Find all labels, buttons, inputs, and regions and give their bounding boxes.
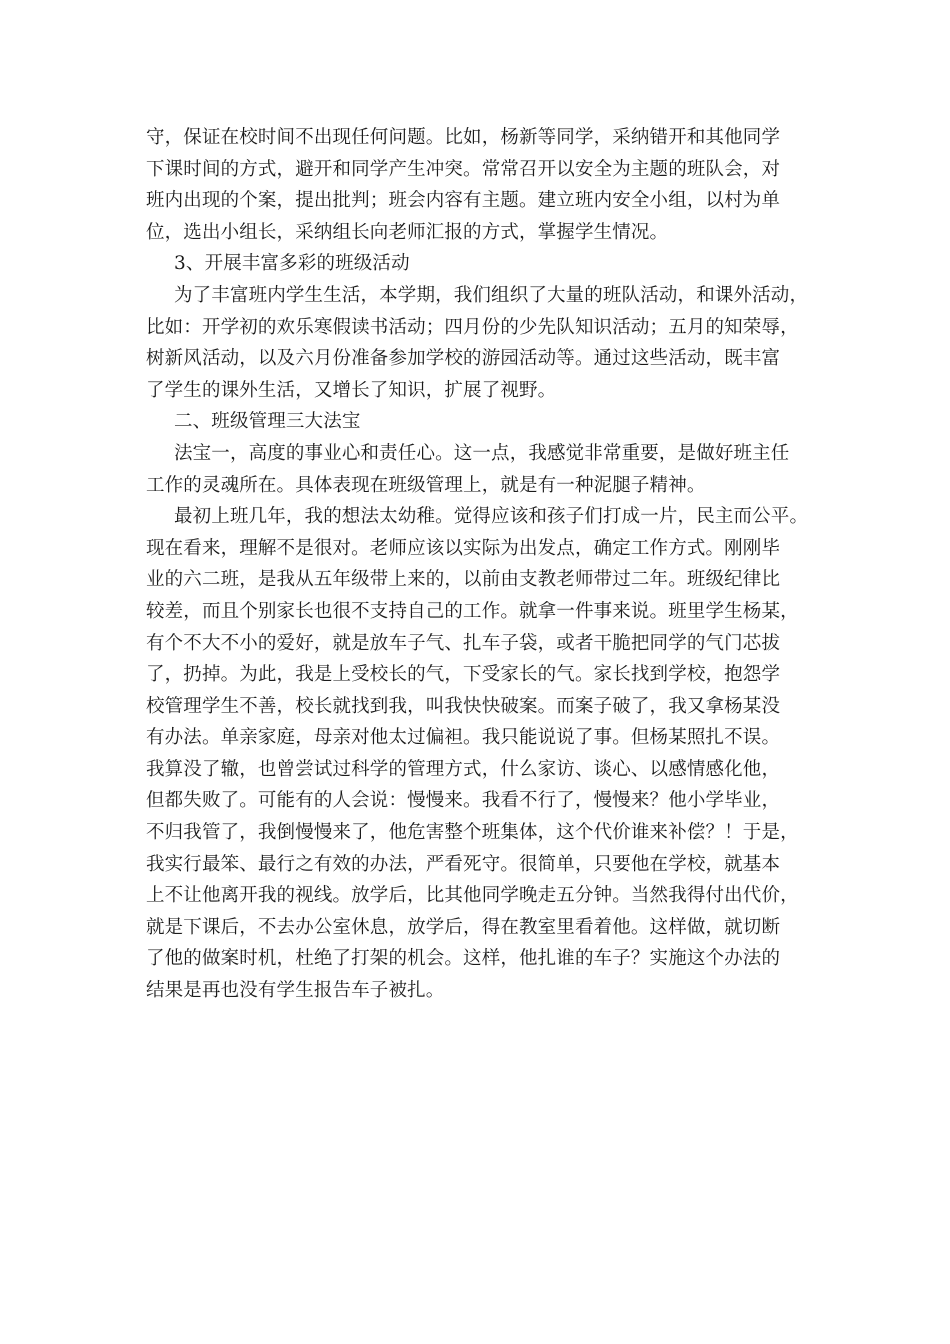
text-line: 有办法。单亲家庭，母亲对他太过偏袒。我只能说说了事。但杨某照扎不误。 [146,727,781,749]
text-line: 位，选出小组长，采纳组长向老师汇报的方式，掌握学生情况。 [146,221,669,243]
text-line: 法宝一，高度的事业心和责任心。这一点，我感觉非常重要，是做好班主任 [174,442,790,464]
text-line: 较差，而且个别家长也很不支持自己的工作。就拿一件事来说。班里学生杨某， [146,600,799,622]
text-line: 了他的做案时机，杜绝了打架的机会。这样，他扎谁的车子？实施这个办法的 [146,948,781,970]
text-line: 为了丰富班内学生生活，本学期，我们组织了大量的班队活动，和课外活动， [174,284,809,306]
text-line: 了，扔掉。为此，我是上受校长的气，下受家长的气。家长找到学校，抱怨学 [146,664,781,686]
text-line: 最初上班几年，我的想法太幼稚。觉得应该和孩子们打成一片，民主而公平。 [174,506,809,528]
text-line: 比如：开学初的欢乐寒假读书活动；四月份的少先队知识活动；五月的知荣辱， [146,316,799,338]
text-line: 就是下课后，不去办公室休息，放学后，得在教室里看着他。这样做，就切断 [146,916,781,938]
text-line: 守，保证在校时间不出现任何问题。比如，杨新等同学，采纳错开和其他同学 [146,127,781,148]
text-line: 我算没了辙，也曾尝试过科学的管理方式，什么家访、谈心、以感情感化他， [146,758,781,780]
text-line: 现在看来，理解不是很对。老师应该以实际为出发点，确定工作方式。刚刚毕 [146,537,781,559]
text-line: 上不让他离开我的视线。放学后，比其他同学晚走五分钟。当然我得付出代价， [146,885,799,907]
text-line: 树新风活动，以及六月份准备参加学校的游园活动等。通过这些活动，既丰富 [146,348,781,370]
body-text [146,122,816,1007]
text-line: 班内出现的个案，提出批判；班会内容有主题。建立班内安全小组，以村为单 [146,190,781,212]
text-line: 但都失败了。可能有的人会说：慢慢来。我看不行了，慢慢来？他小学毕业， [146,790,781,812]
text-line: 业的六二班，是我从五年级带上来的，以前由支教老师带过二年。班级纪律比 [146,569,781,591]
text-line: 二、班级管理三大法宝 [174,411,361,433]
text-line: 3、开展丰富多彩的班级活动 [174,253,410,275]
text-line: 下课时间的方式，避开和同学产生冲突。常常召开以安全为主题的班队会，对 [146,158,781,180]
text-line: 了学生的课外生活，又增长了知识，扩展了视野。 [146,379,557,401]
text-line: 结果是再也没有学生报告车子被扎。 [146,980,445,1002]
text-line: 校管理学生不善，校长就找到我，叫我快快破案。而案子破了，我又拿杨某没 [146,695,781,717]
text-line: 工作的灵魂所在。具体表现在班级管理上，就是有一种泥腿子精神。 [146,474,706,496]
text-line: 有个不大不小的爱好，就是放车子气、扎车子袋，或者干脆把同学的气门芯拔 [146,632,781,654]
text-line: 不归我管了，我倒慢慢来了，他危害整个班集体，这个代价谁来补偿？！于是， [146,822,799,844]
text-line: 我实行最笨、最行之有效的办法，严看死守。很简单，只要他在学校，就基本 [146,853,781,875]
